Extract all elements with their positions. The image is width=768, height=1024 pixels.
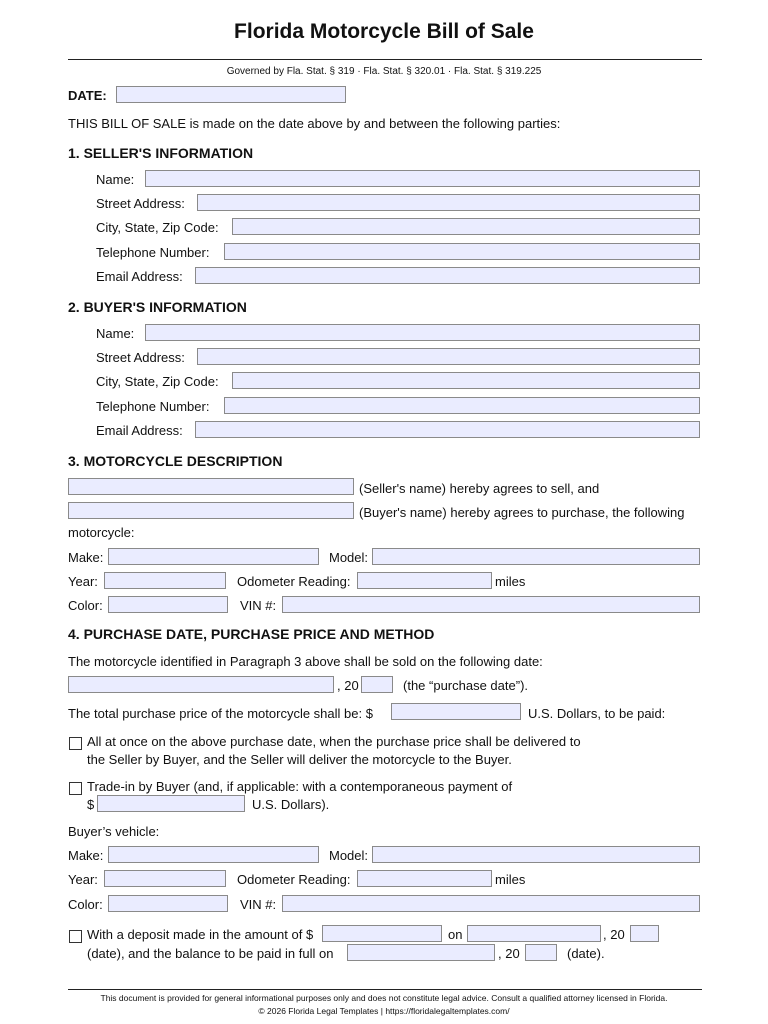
- deposit-date-field[interactable]: [467, 925, 601, 942]
- trade-model-label: Model:: [329, 848, 369, 863]
- vin-label: VIN #:: [240, 598, 277, 613]
- trade-odometer-field[interactable]: [357, 870, 492, 887]
- trade-in-dollar-sign: $: [87, 797, 95, 812]
- model-label: Model:: [329, 550, 369, 565]
- option-all-at-once-checkbox[interactable]: [69, 737, 82, 750]
- seller-heading: 1. SELLER'S INFORMATION: [68, 145, 254, 161]
- sale-year-field[interactable]: [361, 676, 393, 693]
- balance-year-prefix: , 20: [498, 946, 520, 961]
- price-field[interactable]: [391, 703, 521, 720]
- seller-city-field[interactable]: [232, 218, 700, 235]
- footer-disclaimer: This document is provided for general informational purposes only and does not constitute legal advice. Consult a qualified attorney licensed in Florida.: [100, 993, 668, 1003]
- date-label: DATE:: [68, 88, 107, 103]
- deposit-year-field[interactable]: [630, 925, 659, 942]
- buyer-name-sign-field[interactable]: [68, 502, 354, 519]
- seller-phone-label: Telephone Number:: [96, 245, 210, 260]
- motorcycle-label: motorcycle:: [68, 525, 135, 540]
- balance-date-field[interactable]: [347, 944, 495, 961]
- buyer-city-label: City, State, Zip Code:: [96, 374, 219, 389]
- balance-year-field[interactable]: [525, 944, 557, 961]
- option-all-at-once-line2: the Seller by Buyer, and the Seller will deliver the motorcycle to the Buyer.: [87, 752, 512, 767]
- deposit-amount-field[interactable]: [322, 925, 442, 942]
- trade-vin-field[interactable]: [282, 895, 700, 912]
- description-heading: 3. MOTORCYCLE DESCRIPTION: [68, 453, 283, 469]
- trade-miles-label: miles: [495, 872, 526, 887]
- price-text: The total purchase price of the motorcycle shall be: $: [68, 706, 373, 721]
- vin-field[interactable]: [282, 596, 700, 613]
- option-all-at-once-line1: All at once on the above purchase date, when the purchase price shall be delivered to: [87, 734, 581, 749]
- deposit-text: With a deposit made in the amount of $: [87, 927, 314, 942]
- option-trade-in-line1: Trade-in by Buyer (and, if applicable: with a contemporaneous payment of: [87, 779, 513, 794]
- trade-model-field[interactable]: [372, 846, 700, 863]
- deposit-year-prefix: , 20: [603, 927, 625, 942]
- date-field[interactable]: [116, 86, 346, 103]
- color-label: Color:: [68, 598, 103, 613]
- trade-in-amount-field[interactable]: [97, 795, 245, 812]
- odometer-field[interactable]: [357, 572, 492, 589]
- trade-make-field[interactable]: [108, 846, 319, 863]
- model-field[interactable]: [372, 548, 700, 565]
- buyer-agrees-text: (Buyer's name) hereby agrees to purchase, the following: [359, 505, 685, 520]
- trade-vin-label: VIN #:: [240, 897, 277, 912]
- document-title: Florida Motorcycle Bill of Sale: [234, 20, 534, 43]
- seller-phone-field[interactable]: [224, 243, 700, 260]
- buyer-email-field[interactable]: [195, 421, 700, 438]
- trade-make-label: Make:: [68, 848, 104, 863]
- miles-label: miles: [495, 574, 526, 589]
- buyer-heading: 2. BUYER'S INFORMATION: [68, 299, 247, 315]
- odometer-label: Odometer Reading:: [237, 574, 351, 589]
- seller-street-label: Street Address:: [96, 196, 185, 211]
- seller-agrees-text: (Seller's name) hereby agrees to sell, and: [359, 481, 600, 496]
- year-label: Year:: [68, 574, 98, 589]
- purchase-date-text: (the “purchase date”).: [403, 678, 529, 693]
- make-label: Make:: [68, 550, 104, 565]
- trade-year-field[interactable]: [104, 870, 226, 887]
- sale-date-field[interactable]: [68, 676, 334, 693]
- buyer-street-field[interactable]: [197, 348, 700, 365]
- color-field[interactable]: [108, 596, 228, 613]
- seller-name-field[interactable]: [145, 170, 700, 187]
- buyer-phone-field[interactable]: [224, 397, 700, 414]
- year-field[interactable]: [104, 572, 226, 589]
- sold-on-text: The motorcycle identified in Paragraph 3 above shall be sold on the following date:: [68, 654, 543, 669]
- purchase-heading: 4. PURCHASE DATE, PURCHASE PRICE AND METHOD: [68, 626, 435, 642]
- footer-rule: [68, 989, 702, 990]
- seller-name-sign-field[interactable]: [68, 478, 354, 495]
- trade-color-label: Color:: [68, 897, 103, 912]
- buyer-phone-label: Telephone Number:: [96, 399, 210, 414]
- seller-name-label: Name:: [96, 172, 135, 187]
- make-field[interactable]: [108, 548, 319, 565]
- option-deposit-checkbox[interactable]: [69, 930, 82, 943]
- buyer-city-field[interactable]: [232, 372, 700, 389]
- buyers-vehicle-label: Buyer’s vehicle:: [68, 824, 160, 839]
- seller-email-field[interactable]: [195, 267, 700, 284]
- usd-paid-text: U.S. Dollars, to be paid:: [528, 706, 666, 721]
- footer-copyright: © 2026 Florida Legal Templates | https://floridalegaltemplates.com/: [258, 1006, 510, 1016]
- deposit-on-text: on: [448, 927, 463, 942]
- trade-in-usd-text: U.S. Dollars).: [252, 797, 330, 812]
- header-rule: [68, 59, 702, 60]
- trade-odometer-label: Odometer Reading:: [237, 872, 351, 887]
- trade-color-field[interactable]: [108, 895, 228, 912]
- seller-street-field[interactable]: [197, 194, 700, 211]
- seller-email-label: Email Address:: [96, 269, 183, 284]
- sale-year-prefix: , 20: [337, 678, 359, 693]
- trade-year-label: Year:: [68, 872, 98, 887]
- seller-city-label: City, State, Zip Code:: [96, 220, 219, 235]
- statute-line: Governed by Fla. Stat. § 319 · Fla. Stat. § 320.01 · Fla. Stat. § 319.225: [226, 66, 542, 77]
- buyer-street-label: Street Address:: [96, 350, 185, 365]
- buyer-name-field[interactable]: [145, 324, 700, 341]
- buyer-email-label: Email Address:: [96, 423, 183, 438]
- balance-text: (date), and the balance to be paid in full on: [87, 946, 334, 961]
- option-trade-in-checkbox[interactable]: [69, 782, 82, 795]
- balance-date-end: (date).: [567, 946, 605, 961]
- buyer-name-label: Name:: [96, 326, 135, 341]
- intro-text: THIS BILL OF SALE is made on the date above by and between the following parties:: [68, 116, 561, 131]
